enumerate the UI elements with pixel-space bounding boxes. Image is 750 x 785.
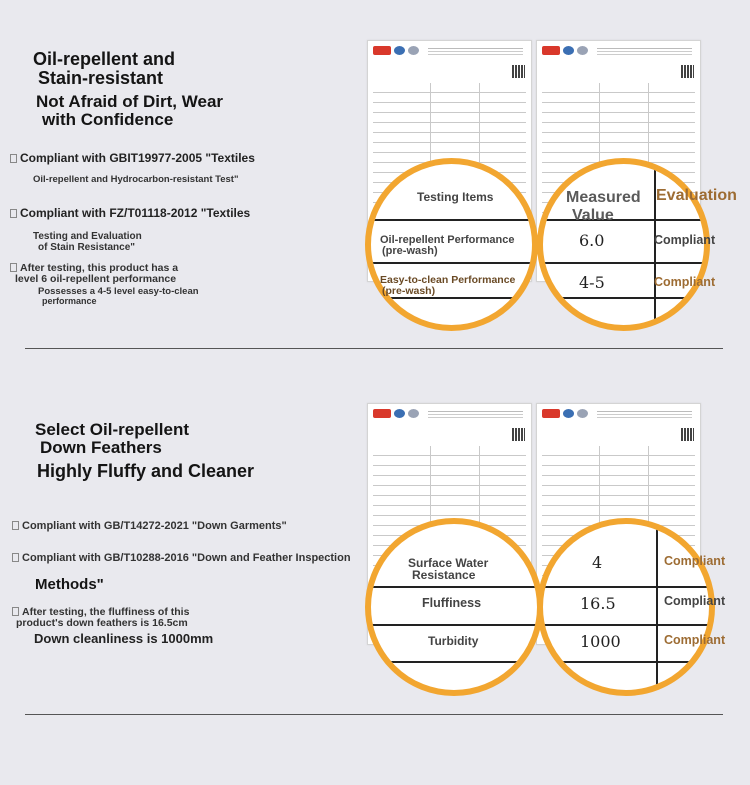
section2-bullet3-line2: product's down feathers is 16.5cm — [16, 617, 188, 629]
row1-item-line1: Oil-repellent Performance — [380, 234, 515, 246]
section2-title-line3: Highly Fluffy and Cleaner — [37, 461, 255, 481]
section1-bullet2-sub1: Testing and Evaluation — [33, 231, 142, 242]
qr-code-icon — [681, 65, 694, 78]
section1-bullet3-sub2: performance — [42, 296, 97, 306]
bullet-icon — [10, 209, 17, 218]
bullet-icon — [10, 263, 17, 272]
row3-item: Turbidity — [428, 634, 479, 648]
section-divider — [25, 348, 723, 349]
section2-bullet2 — [12, 553, 351, 564]
section-divider — [25, 714, 723, 715]
row1-value: 4 — [592, 553, 603, 572]
section1-bullet2-text: Compliant with FZ/T01118-2012 "Textiles — [20, 206, 251, 220]
row1-result: Compliant — [664, 554, 726, 568]
section1-bullet3-text: After testing, this product has a — [20, 262, 179, 274]
section1-title-line2: Stain-resistant — [38, 68, 164, 88]
section1-bullet3-sub1: Possesses a 4-5 level easy-to-clean — [38, 286, 199, 297]
section1-bullet1-sub: Oil-repellent and Hydrocarbon-resistant Test" — [33, 174, 239, 185]
section1-bullet1-text: Compliant with GBIT19977-2005 "Textiles — [20, 151, 255, 165]
header-evaluation: Evaluation — [656, 187, 737, 204]
section1-title-line3: Not Afraid of Dirt, Wear — [36, 92, 224, 111]
row3-result: Compliant — [664, 633, 726, 647]
section1-bullet3-line2: level 6 oil-repellent performance — [15, 273, 177, 285]
row2-value: 16.5 — [580, 594, 616, 613]
row2-item-line1: Easy-to-clean Performance — [380, 274, 516, 286]
section2-bullet1 — [12, 521, 287, 532]
section2-bullet1-text: Compliant with GB/T14272-2021 "Down Garments" — [22, 520, 287, 532]
qr-code-icon — [681, 428, 694, 441]
row2-result: Compliant — [654, 275, 716, 289]
bullet-icon — [12, 553, 19, 562]
section1-title-line4: with Confidence — [42, 110, 174, 129]
row2-value: 4-5 — [579, 273, 605, 292]
bullet-icon — [10, 154, 17, 163]
section1-bullet2 — [10, 206, 250, 220]
section2-bullet3-sub: Down cleanliness is 1000mm — [34, 631, 214, 646]
qr-code-icon — [512, 65, 525, 78]
header-testing-items: Testing Items — [417, 190, 494, 204]
row1-result: Compliant — [654, 233, 716, 247]
bullet-icon — [12, 607, 19, 616]
row2-item-line2: (pre-wash) — [382, 285, 436, 297]
section1-bullet1 — [10, 151, 255, 165]
row2-result: Compliant — [664, 594, 726, 608]
header-value: Value — [572, 207, 614, 224]
header-measured: Measured — [566, 189, 641, 206]
section2-title-line1: Select Oil-repellent — [35, 420, 189, 439]
row1-item-line2: Resistance — [412, 568, 476, 582]
section1-bullet2-sub2: of Stain Resistance" — [38, 242, 135, 253]
section2-title-line2: Down Feathers — [40, 438, 162, 457]
qr-code-icon — [512, 428, 525, 441]
row1-item-line2: (pre-wash) — [382, 245, 438, 257]
bullet-icon — [12, 521, 19, 530]
row1-value: 6.0 — [579, 231, 605, 250]
row2-item: Fluffiness — [422, 596, 482, 610]
section2-bullet3-text: After testing, the fluffiness of this — [22, 606, 190, 618]
row3-value: 1000 — [580, 632, 621, 651]
section2-bullet2-sub: Methods" — [35, 576, 104, 593]
section2-bullet2-text: Compliant with GB/T10288-2016 "Down and Feather Inspection — [22, 552, 351, 564]
section1-title-line1: Oil-repellent and — [33, 49, 176, 69]
row1-item-line1: Surface Water — [408, 556, 489, 570]
